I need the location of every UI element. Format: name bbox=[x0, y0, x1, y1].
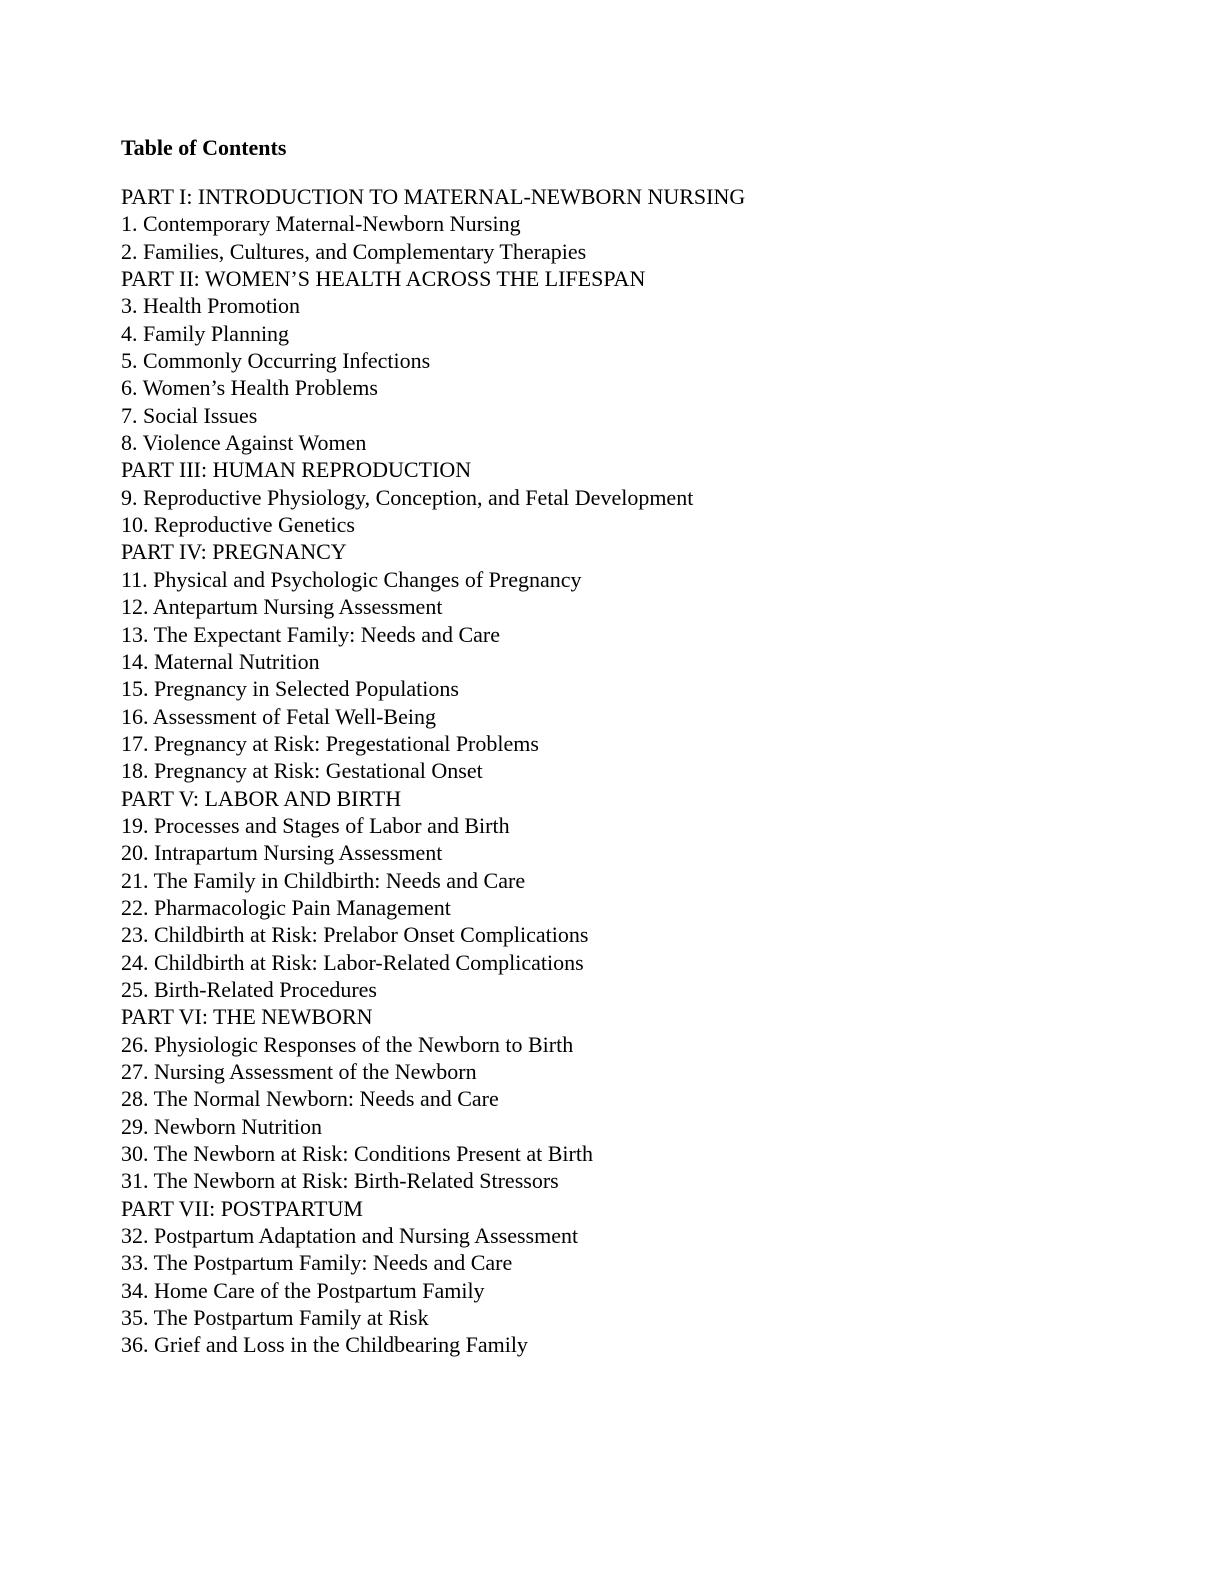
toc-chapter-entry: 9. Reproductive Physiology, Conception, and Fetal Development bbox=[121, 484, 694, 510]
toc-chapter-entry: 28. The Normal Newborn: Needs and Care bbox=[121, 1086, 499, 1112]
toc-chapter-entry: 2. Families, Cultures, and Complementary Therapies bbox=[121, 238, 587, 264]
toc-chapter-entry: 26. Physiologic Responses of the Newborn to Birth bbox=[121, 1031, 574, 1057]
toc-chapter-entry: 24. Childbirth at Risk: Labor-Related Complications bbox=[121, 949, 584, 975]
toc-chapter-entry: 20. Intrapartum Nursing Assessment bbox=[121, 840, 443, 866]
toc-part-heading: PART IV: PREGNANCY bbox=[121, 539, 347, 565]
toc-title: Table of Contents bbox=[121, 135, 287, 160]
toc-chapter-entry: 3. Health Promotion bbox=[121, 293, 301, 319]
toc-chapter-entry: 36. Grief and Loss in the Childbearing Family bbox=[121, 1332, 528, 1358]
toc-chapter-entry: 19. Processes and Stages of Labor and Birth bbox=[121, 812, 510, 838]
toc-chapter-entry: 12. Antepartum Nursing Assessment bbox=[121, 594, 443, 620]
toc-chapter-entry: 34. Home Care of the Postpartum Family bbox=[121, 1277, 485, 1303]
toc-chapter-entry: 23. Childbirth at Risk: Prelabor Onset Complications bbox=[121, 922, 589, 948]
toc-chapter-entry: 7. Social Issues bbox=[121, 402, 258, 428]
toc-chapter-entry: 14. Maternal Nutrition bbox=[121, 648, 320, 674]
toc-chapter-entry: 27. Nursing Assessment of the Newborn bbox=[121, 1059, 477, 1084]
toc-chapter-entry: 29. Newborn Nutrition bbox=[121, 1113, 323, 1139]
toc-chapter-entry: 32. Postpartum Adaptation and Nursing Assessment bbox=[121, 1223, 579, 1249]
toc-chapter-entry: 11. Physical and Psychologic Changes of Pregnancy bbox=[121, 566, 582, 592]
toc-part-heading: PART VII: POSTPARTUM bbox=[121, 1195, 363, 1221]
toc-part-heading: PART II: WOMEN’S HEALTH ACROSS THE LIFESPAN bbox=[121, 266, 646, 292]
toc-chapter-entry: 5. Commonly Occurring Infections bbox=[121, 348, 431, 374]
toc-part-heading: PART V: LABOR AND BIRTH bbox=[121, 785, 402, 811]
toc-chapter-entry: 15. Pregnancy in Selected Populations bbox=[121, 676, 459, 702]
toc-chapter-entry: 31. The Newborn at Risk: Birth-Related Stressors bbox=[121, 1168, 559, 1194]
document-page bbox=[121, 133, 1121, 1359]
toc-chapter-entry: 35. The Postpartum Family at Risk bbox=[121, 1305, 429, 1331]
toc-chapter-entry: 10. Reproductive Genetics bbox=[121, 512, 355, 538]
toc-chapter-entry: 6. Women’s Health Problems bbox=[121, 375, 378, 401]
toc-chapter-entry: 21. The Family in Childbirth: Needs and Care bbox=[121, 867, 526, 893]
toc-chapter-entry: 33. The Postpartum Family: Needs and Care bbox=[121, 1250, 513, 1276]
toc-part-heading: PART III: HUMAN REPRODUCTION bbox=[121, 457, 472, 483]
toc-chapter-entry: 17. Pregnancy at Risk: Pregestational Problems bbox=[121, 730, 539, 756]
toc-chapter-entry: 18. Pregnancy at Risk: Gestational Onset bbox=[121, 758, 483, 784]
toc-chapter-entry: 8. Violence Against Women bbox=[121, 430, 367, 456]
toc-chapter-entry: 4. Family Planning bbox=[121, 320, 290, 346]
toc-list bbox=[121, 183, 1121, 1359]
toc-chapter-entry: 13. The Expectant Family: Needs and Care bbox=[121, 621, 500, 647]
toc-part-heading: PART I: INTRODUCTION TO MATERNAL-NEWBORN NURSING bbox=[121, 184, 746, 209]
toc-part-heading: PART VI: THE NEWBORN bbox=[121, 1004, 373, 1030]
toc-chapter-entry: 25. Birth-Related Procedures bbox=[121, 976, 377, 1002]
toc-chapter-entry: 22. Pharmacologic Pain Management bbox=[121, 894, 451, 920]
toc-chapter-entry: 16. Assessment of Fetal Well-Being bbox=[121, 703, 436, 729]
toc-chapter-entry: 1. Contemporary Maternal-Newborn Nursing bbox=[121, 211, 521, 237]
toc-chapter-entry: 30. The Newborn at Risk: Conditions Present at Birth bbox=[121, 1141, 593, 1167]
